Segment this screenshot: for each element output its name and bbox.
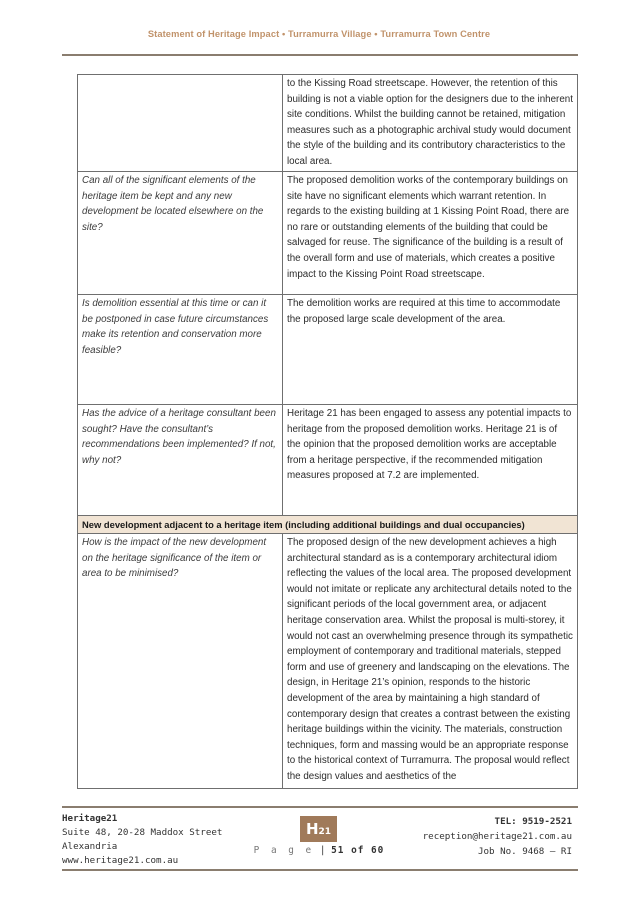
footer-rule-bottom bbox=[62, 869, 578, 871]
footer-address-line2: Alexandria bbox=[62, 841, 118, 852]
footer-address-line1: Suite 48, 20-28 Maddox Street bbox=[62, 827, 223, 838]
answer-cell: to the Kissing Road streetscape. However, the retention of this building is not a viable option for the designers due to the inherent site conditions. Whilst the building cannot be retained, mitigation measures such as a photographic archival study would document the style of the building and its contributory characteristics to the local area. bbox=[283, 75, 578, 172]
logo-sub: 21 bbox=[318, 827, 332, 837]
question-cell: Is demolition essential at this time or can it be postponed in case future circumstances make its retention and conservation more feasible? bbox=[78, 295, 283, 405]
question-cell: Has the advice of a heritage consultant been sought? Have the consultant’s recommendations been implemented? If not, why not? bbox=[78, 405, 283, 516]
question-cell: Can all of the significant elements of the heritage item be kept and any new development be located elsewhere on the site? bbox=[78, 172, 283, 295]
footer-company: Heritage21 bbox=[62, 813, 118, 824]
answer-cell: The proposed design of the new development achieves a high architectural standard as is a contemporary architectural idiom reflecting the values of the local area. The proposed development would not imitate or replicate any architectural details noted to the significant periods of the local government area, or adjacent heritage conservation area. Whilst the proposal is multi-storey, it would not cast an overwhelming presence through its sympathetic employment of contemporary and traditional materials, stepped form and use of greenery and landscaping on the elevations. The design, in Heritage 21’s opinion, responds to the historic development of the area by maintaining a high standard of contemporary design that creates a contrast between the existing heritage buildings within the vicinity. The materials, construction techniques, form and massing would be an appropriate response to the historical context of Turramurra. The proposal would reflect the design values and aesthetics of the bbox=[283, 534, 578, 789]
footer-address-block bbox=[62, 812, 222, 868]
footer-job-number: Job No. 9468 – RI bbox=[477, 846, 572, 857]
logo-main: H bbox=[305, 820, 319, 838]
page-label: P a g e bbox=[253, 845, 315, 856]
section-heading-row bbox=[78, 516, 578, 534]
heritage-impact-table bbox=[77, 74, 578, 789]
question-cell: How is the impact of the new development on the heritage significance of the item or area to be minimised? bbox=[78, 534, 283, 789]
footer-rule-top bbox=[62, 806, 578, 808]
section-heading: New development adjacent to a heritage item (including additional buildings and dual occupancies) bbox=[78, 516, 578, 534]
footer-website: www.heritage21.com.au bbox=[62, 855, 179, 866]
table-row bbox=[78, 295, 578, 405]
footer-tel: TEL: 9519-2521 bbox=[494, 816, 572, 827]
answer-cell: The demolition works are required at this time to accommodate the proposed large scale development of the area. bbox=[283, 295, 578, 405]
running-header: Statement of Heritage Impact • Turramurra Village • Turramurra Town Centre bbox=[147, 29, 491, 39]
table-row bbox=[78, 75, 578, 172]
question-cell bbox=[78, 75, 283, 172]
heritage21-logo bbox=[300, 816, 337, 842]
page-separator: | bbox=[319, 845, 326, 856]
footer-contact-block bbox=[423, 814, 572, 859]
answer-cell: The proposed demolition works of the contemporary buildings on site have no significant elements which warrant retention. In regards to the existing building at 1 Kissing Point Road, there are no rare or outstanding elements of the building that could be salvaged for reuse. The significance of the building is a result of the overall form and use of materials, which creates a positive impact to the Kissing Point Road streetscape. bbox=[283, 172, 578, 295]
table-row bbox=[78, 534, 578, 789]
answer-cell: Heritage 21 has been engaged to assess any potential impacts to heritage from the proposed demolition works. Heritage 21 is of the opinion that the proposed demolition works are acceptable from a heritage perspective, if the recommended mitigation measures proposed at 7.2 are implemented. bbox=[283, 405, 578, 516]
table-row bbox=[78, 172, 578, 295]
footer-email: reception@heritage21.com.au bbox=[422, 831, 572, 842]
table-row bbox=[78, 405, 578, 516]
page-number: 51 of 60 bbox=[331, 845, 385, 856]
header-rule bbox=[62, 54, 578, 56]
